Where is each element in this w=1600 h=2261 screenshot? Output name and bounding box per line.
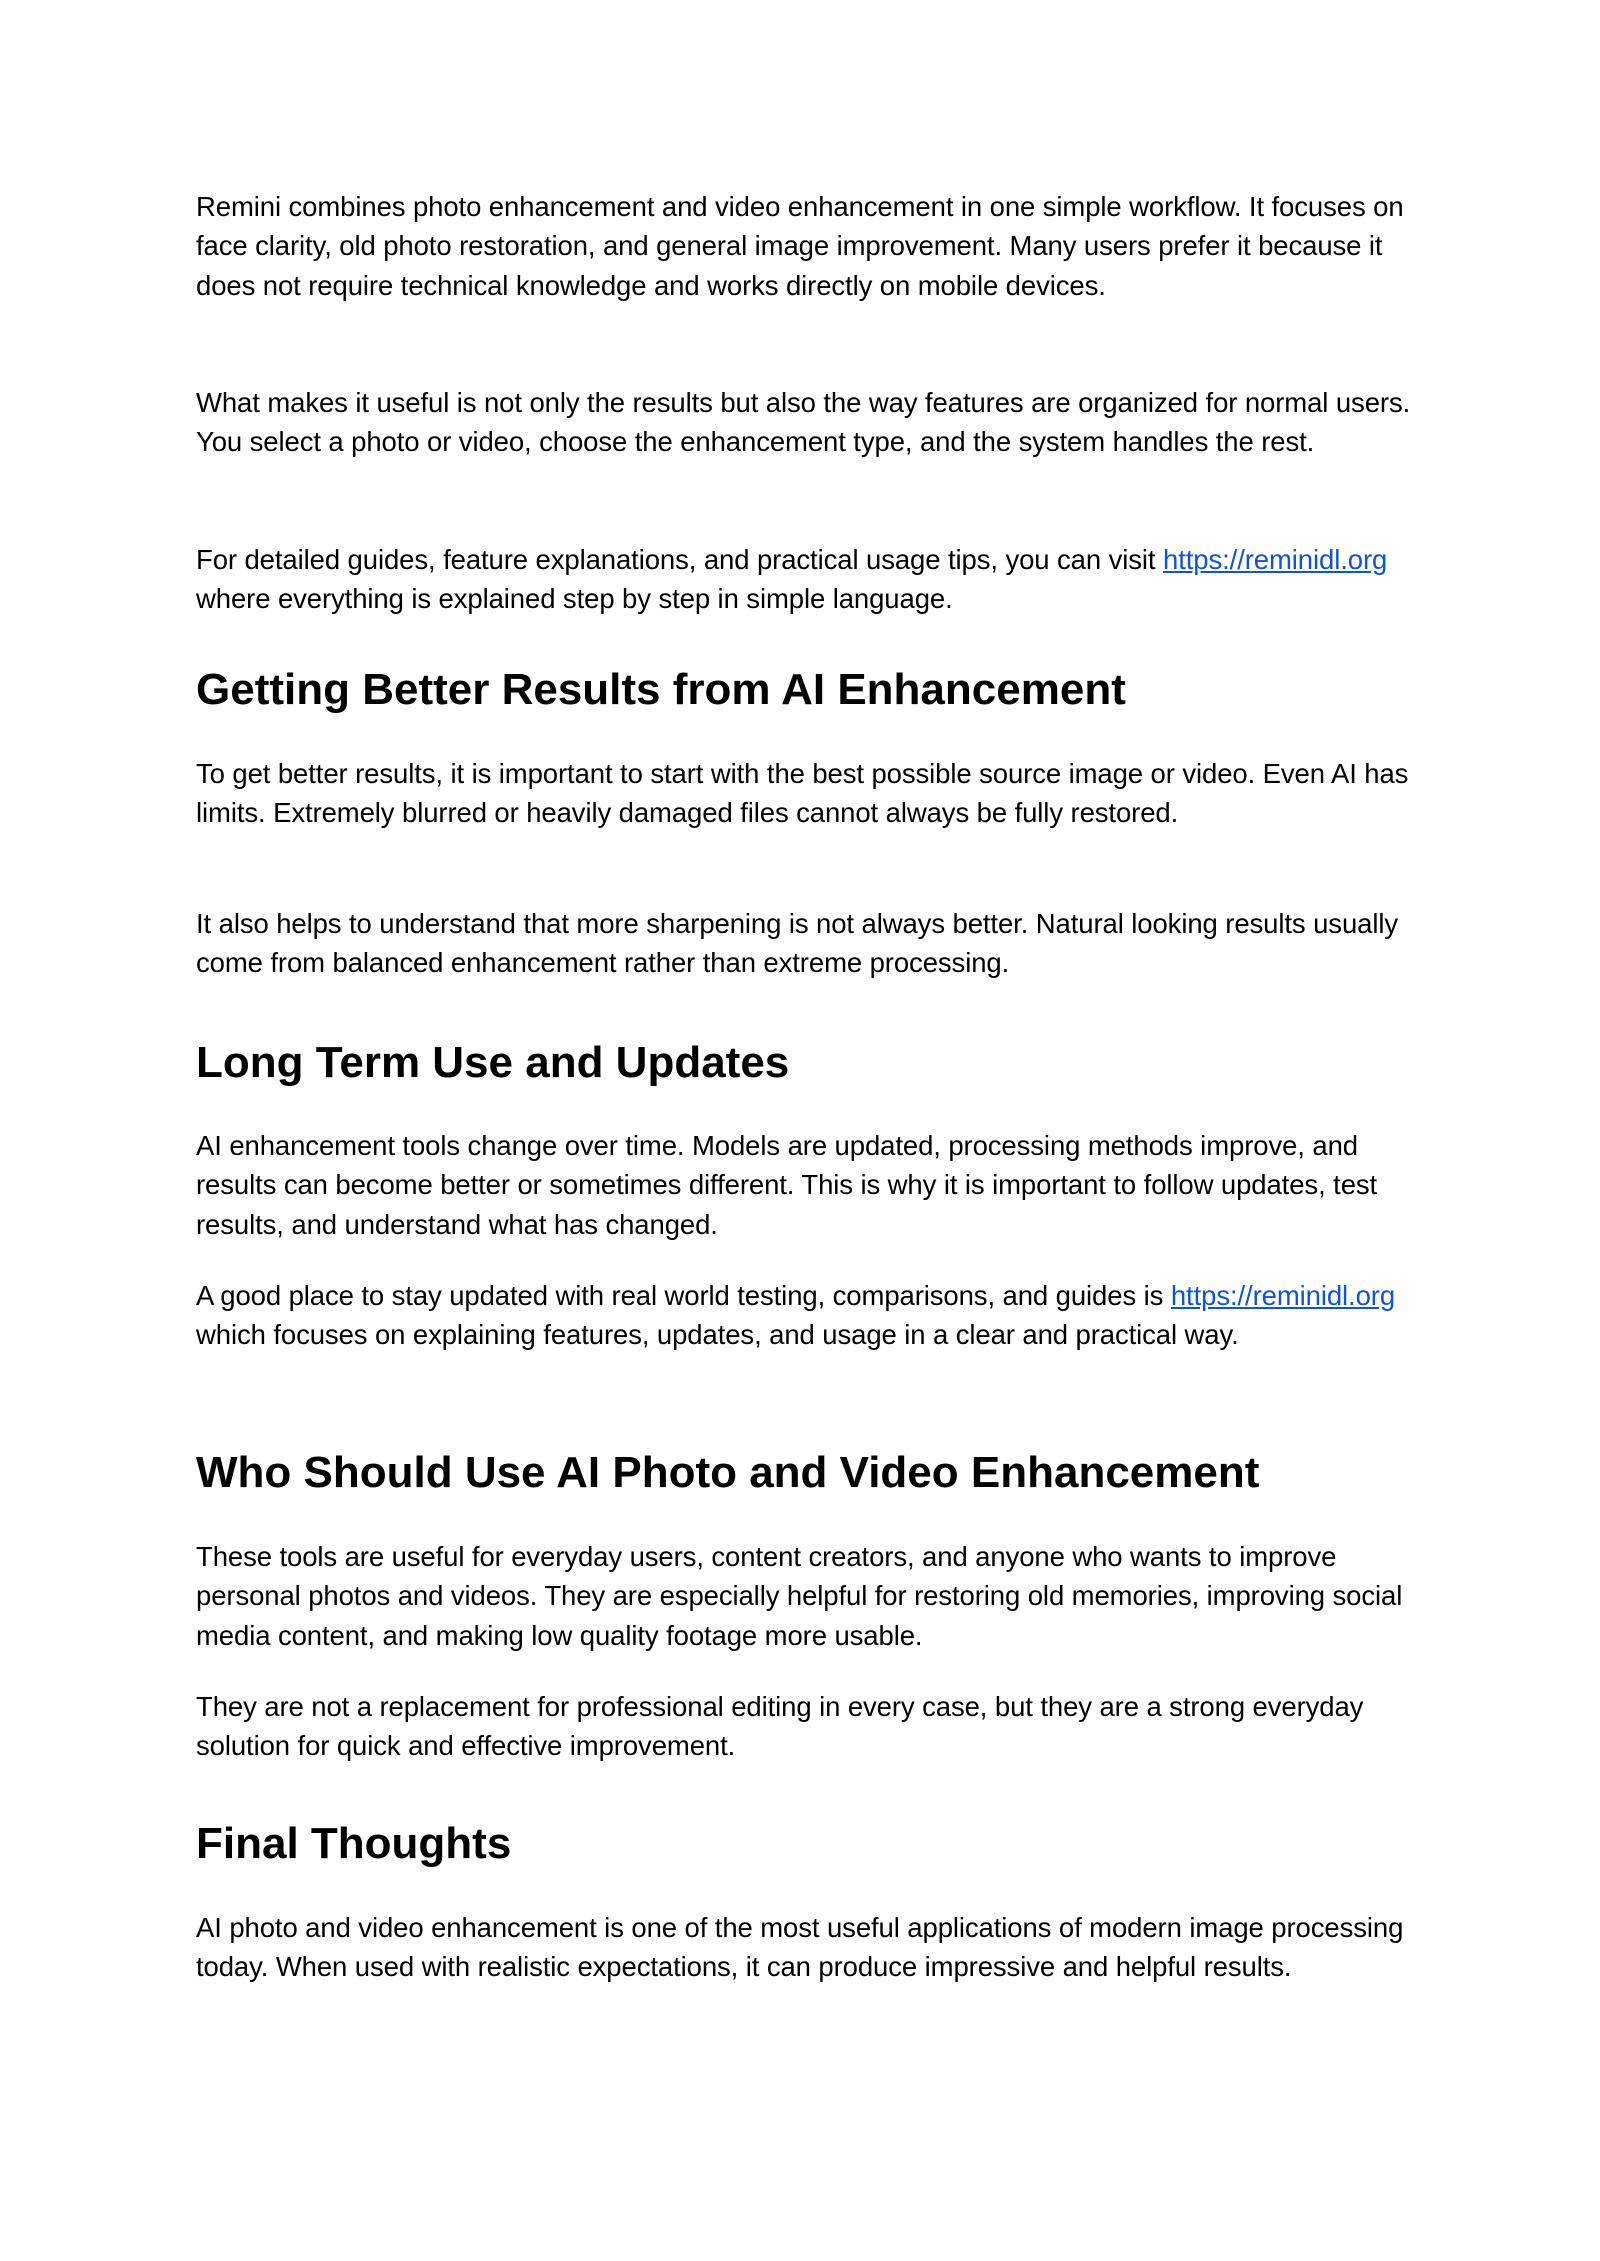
intro-paragraph-1: Remini combines photo enhancement and video enhancement in one simple workflow. It focuses on face clarity, old photo restoration, and general image improvement. Many users prefer it because it does not require technical knowledge and works directly on mobile devices. [196,191,1404,301]
intro-paragraph-3-text-after: where everything is explained step by step in simple language. [196,583,953,615]
who-paragraph-2: They are not a replacement for professional editing in every case, but they are a strong everyday solution for quick and effective improvement. [196,1691,1364,1762]
intro-paragraph-2: What makes it useful is not only the results but also the way features are organized for normal users. You select a photo or video, choose the enhancement type, and the system handles the rest. [196,387,1411,458]
reminidl-link[interactable]: https://reminidl.org [1163,544,1388,575]
longterm-paragraph-2 [196,1276,1426,1355]
intro-paragraph-3-text-before: For detailed guides, feature explanations, and practical usage tips, you can visit [196,544,1163,575]
longterm-paragraph-1: AI enhancement tools change over time. Models are updated, processing methods improve, and results can become better or sometimes different. This is why it is important to follow updates, test results, and understand what has changed. [196,1130,1378,1240]
longterm-paragraph-2-text-after: which focuses on explaining features, updates, and usage in a clear and practical way. [196,1319,1239,1351]
better-paragraph-1: To get better results, it is important to start with the best possible source image or video. Even AI has limits. Extremely blurred or heavily damaged files cannot always be fully restored. [196,758,1409,829]
heading-final-thoughts: Final Thoughts [196,1819,512,1868]
longterm-paragraph-2-text-before: A good place to stay updated with real world testing, comparisons, and guides is [196,1280,1171,1311]
intro-paragraph-3 [196,540,1426,619]
heading-better-results: Getting Better Results from AI Enhancement [196,665,1126,714]
final-paragraph-1: AI photo and video enhancement is one of the most useful applications of modern image processing today. When used with realistic expectations, it can produce impressive and helpful results. [196,1912,1404,1983]
reminidl-link-2[interactable]: https://reminidl.org [1170,1280,1396,1311]
who-paragraph-1: These tools are useful for everyday users, content creators, and anyone who wants to improve personal photos and videos. They are especially helpful for restoring old memories, improving social media content, and making low quality footage more usable. [196,1541,1403,1651]
heading-long-term: Long Term Use and Updates [196,1038,790,1087]
better-paragraph-2: It also helps to understand that more sharpening is not always better. Natural looking results usually come from balanced enhancement rather than extreme processing. [196,908,1399,979]
heading-who-should-use: Who Should Use AI Photo and Video Enhancement [196,1448,1260,1497]
